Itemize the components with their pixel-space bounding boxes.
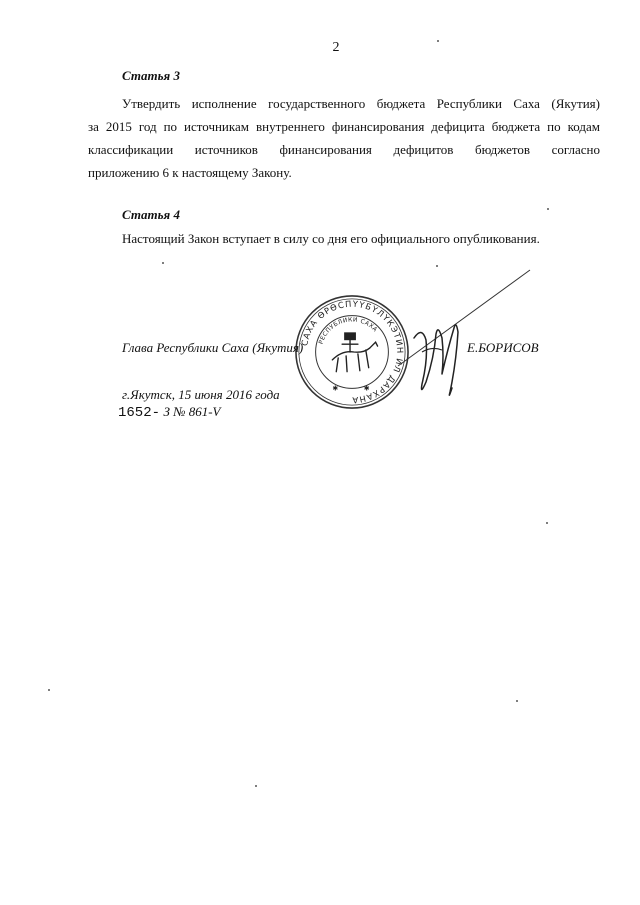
seal-outer-text: САХА ӨРӨСПҮҮБҮЛҮКЭТИН ИЛ ДАРХАНА (299, 298, 406, 406)
article-3-line-1: Утвердить исполнение государственного бюджета Республики Саха (Якутия) (122, 96, 600, 111)
scan-speck (516, 700, 518, 702)
article-4-text: Настоящий Закон вступает в силу со дня его официального опубликования. (122, 231, 540, 246)
article-3-text (88, 92, 600, 184)
article-3-heading: Статья 3 (122, 68, 180, 83)
article-3-line-2: за 2015 год по источникам внутреннего финансирования дефицита бюджета по кодам (88, 119, 600, 134)
scan-speck (437, 40, 439, 42)
svg-text:✱: ✱ (363, 384, 370, 393)
scan-speck (162, 262, 164, 264)
scan-speck (546, 522, 548, 524)
law-number-value: З № 861-V (163, 404, 221, 419)
article-3-line-3: классификации источников финансирования дефицитов бюджетов согласно (88, 142, 600, 157)
signatory-title: Глава Республики Саха (Якутия) (122, 340, 304, 355)
law-number (118, 404, 220, 421)
article-4-heading: Статья 4 (122, 207, 180, 222)
article-3-line-4: приложению 6 к настоящему Закону. (88, 165, 292, 180)
registration-number: 1652- (118, 405, 161, 421)
signatory-name: Е.БОРИСОВ (467, 340, 539, 355)
scan-speck (255, 785, 257, 787)
place-and-date: г.Якутск, 15 июня 2016 года (122, 387, 280, 402)
svg-text:✱: ✱ (332, 384, 339, 393)
scan-speck (547, 208, 549, 210)
handwritten-signature (392, 268, 532, 408)
page-number: 2 (332, 40, 340, 55)
seal-inner-text: РЕСПУБЛИКИ САХА (318, 317, 379, 346)
seal-emblem-icon (332, 332, 377, 371)
scan-speck (436, 265, 438, 267)
scan-speck (48, 689, 50, 691)
